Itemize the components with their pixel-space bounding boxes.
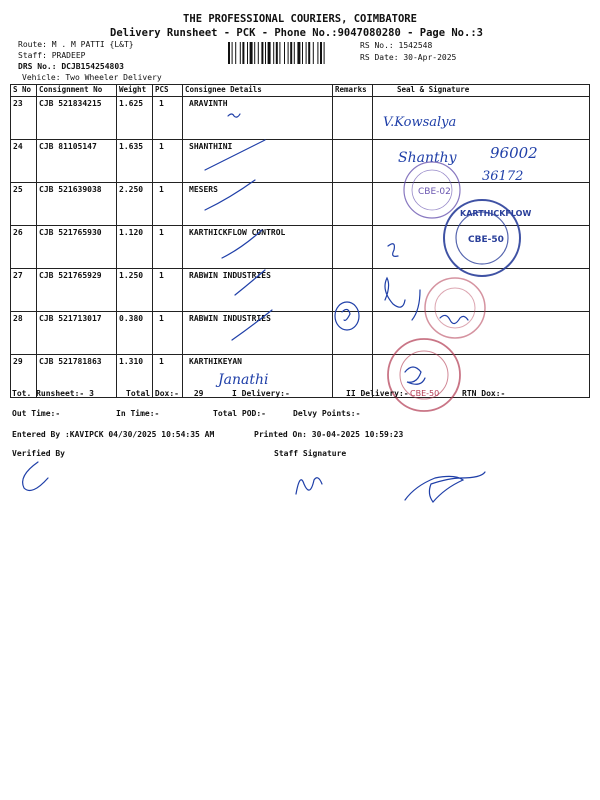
signature-stroke	[232, 310, 272, 340]
cell-pcs: 1	[153, 140, 183, 183]
cell-consignee: MESERS	[183, 183, 333, 226]
cell-weight: 0.380	[117, 312, 153, 355]
in-time: In Time:-	[116, 409, 160, 418]
total-pod: Total POD:-	[213, 409, 266, 418]
handwriting-row24a: Shanthy	[398, 150, 457, 166]
signature-stroke	[235, 270, 265, 295]
rs-date-value: 30-Apr-2025	[403, 53, 457, 62]
cell-consignment: CJB 521639038	[37, 183, 117, 226]
handwriting-row29: Janathi	[218, 372, 269, 388]
cell-consignment: CJB 521834215	[37, 97, 117, 140]
cell-consignee: KARTHICKFLOW CONTROL	[183, 226, 333, 269]
staff-value: PRADEEP	[51, 51, 86, 60]
cell-consignee: ARAVINTH	[183, 97, 333, 140]
col-pcs: PCS	[153, 85, 183, 97]
signature-stroke	[228, 114, 240, 117]
col-remarks: Remarks	[333, 85, 373, 97]
cell-pcs: 1	[153, 312, 183, 355]
col-consignment: Consignment No	[37, 85, 117, 97]
signature-stroke	[222, 230, 262, 258]
total-dox-label: Total Dox:-	[126, 389, 179, 398]
cell-sno: 25	[11, 183, 37, 226]
cell-weight: 1.250	[117, 269, 153, 312]
ii-delivery: II Delivery:-	[346, 389, 409, 398]
cell-consignee: RABWIN INDUSTRIES	[183, 269, 333, 312]
total-dox	[126, 389, 203, 398]
staff-signature	[296, 478, 322, 494]
cell-pcs: 1	[153, 269, 183, 312]
handwriting-row24c: 36172	[482, 169, 524, 184]
tot-runsheet: Tot. Runsheet:- 3	[12, 389, 94, 398]
signature-stroke	[342, 309, 350, 320]
stamp-cbe02	[404, 162, 460, 218]
cell-sno: 26	[11, 226, 37, 269]
total-dox-value: 29	[193, 389, 204, 398]
cell-consignment: CJB 81105147	[37, 140, 117, 183]
cell-weight: 1.625	[117, 97, 153, 140]
stamp-red-row28	[425, 278, 485, 338]
handwriting-row24b: 96002	[490, 144, 538, 162]
cell-weight: 2.250	[117, 183, 153, 226]
signature-stroke	[405, 367, 425, 384]
col-seal: Seal & Signature	[373, 85, 590, 97]
staff-signature-label: Staff Signature	[274, 449, 347, 458]
rs-no-label: RS No.:	[360, 41, 394, 50]
signature-stroke	[205, 140, 265, 170]
rs-date-label: RS Date:	[360, 53, 399, 62]
route-label: Route:	[18, 40, 47, 49]
cell-sno: 24	[11, 140, 37, 183]
cell-consignment: CJB 521765930	[37, 226, 117, 269]
stamp-karthickflow-text: KARTHICKFLOW	[460, 209, 532, 218]
cell-consignment: CJB 521765929	[37, 269, 117, 312]
col-weight: Weight	[117, 85, 153, 97]
signature-stroke	[440, 315, 468, 323]
drs-value: DCJB154254803	[61, 62, 124, 71]
remark-circle	[335, 302, 359, 330]
delvy-points: Delvy Points:-	[293, 409, 361, 418]
signature-stroke	[205, 180, 255, 210]
cell-consignee: KARTHIKEYAN	[183, 355, 333, 398]
cell-weight: 1.310	[117, 355, 153, 398]
stamp-karthickflow	[444, 200, 531, 276]
printed-on: Printed On: 30-04-2025 10:59:23	[254, 430, 404, 439]
cell-sno: 27	[11, 269, 37, 312]
out-time: Out Time:-	[12, 409, 61, 418]
cell-pcs: 1	[153, 97, 183, 140]
col-consignee: Consignee Details	[183, 85, 333, 97]
cell-consignment: CJB 521781863	[37, 355, 117, 398]
company-title: THE PROFESSIONAL COURIERS, COIMBATORE	[183, 13, 417, 25]
cell-pcs: 1	[153, 226, 183, 269]
runsheet-subtitle: Delivery Runsheet - PCK - Phone No.:9047080280 - Page No.:3	[110, 27, 483, 39]
cell-sno: 23	[11, 97, 37, 140]
rs-no-value: 1542548	[398, 41, 433, 50]
drs-label: DRS No.:	[18, 62, 57, 71]
cell-sno: 28	[11, 312, 37, 355]
entered-by: Entered By :KAVIPCK 04/30/2025 10:54:35 AM	[12, 430, 215, 439]
stamp-cbe50-text: CBE-50	[410, 389, 440, 398]
cell-weight: 1.120	[117, 226, 153, 269]
signature-stroke	[412, 290, 420, 320]
handwriting-row23: V.Kowsalya	[383, 115, 457, 130]
cell-pcs: 1	[153, 183, 183, 226]
vehicle-value: Two Wheeler Delivery	[65, 73, 162, 82]
i-delivery: I Delivery:-	[232, 389, 290, 398]
cell-weight: 1.635	[117, 140, 153, 183]
cell-consignee: RABWIN INDUSTRIES	[183, 312, 333, 355]
signature-stroke	[388, 244, 398, 257]
staff-label: Staff:	[18, 51, 47, 60]
rtn-dox: RTN Dox:-	[462, 389, 506, 398]
signature-stroke	[385, 278, 405, 307]
stamp-cbe50-red	[388, 339, 460, 411]
stamp-karthickflow-sub: CBE-50	[468, 235, 504, 245]
cell-consignee: SHANTHINI	[183, 140, 333, 183]
vehicle-label: Vehicle:	[22, 73, 61, 82]
col-sno: S No	[11, 85, 37, 97]
route-value: M . M PATTI {L&T}	[51, 40, 134, 49]
cell-pcs: 1	[153, 355, 183, 398]
verified-signature	[23, 462, 48, 490]
cell-consignment: CJB 521713017	[37, 312, 117, 355]
stamp-cbe02-text: CBE-02	[418, 187, 451, 197]
staff-signature	[405, 472, 485, 502]
cell-sno: 29	[11, 355, 37, 398]
verified-by: Verified By	[12, 449, 65, 458]
